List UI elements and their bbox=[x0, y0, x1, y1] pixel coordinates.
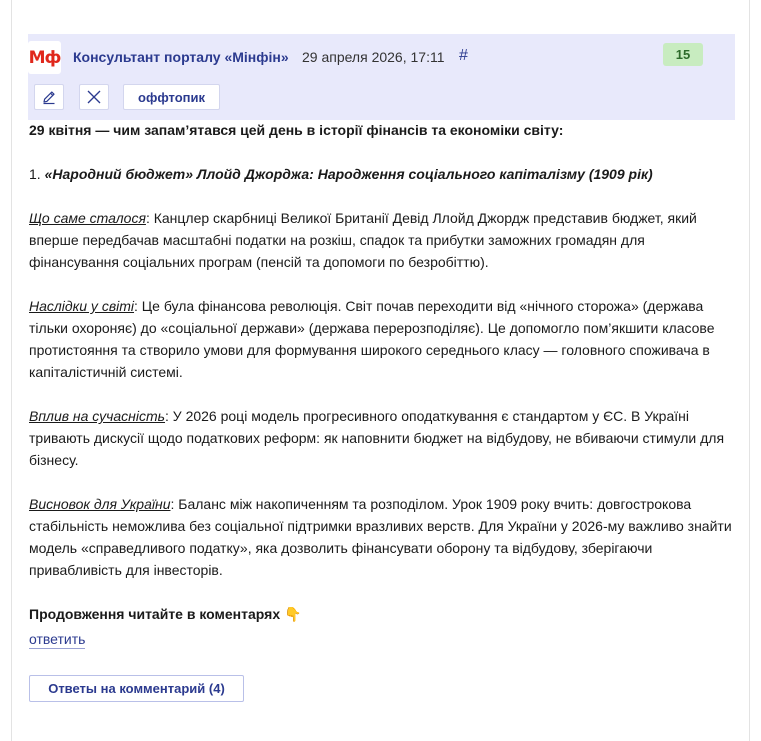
comment-intro: 29 квітня — чим запам’ятався цей день в історії фінансів та економіки світу: bbox=[29, 122, 564, 138]
section-text: : Це була фінансова революція. Світ почав переходити від «нічного сторожа» (держава тільки охороняє) до «соціальної держави» (держава перерозподіляє). Це допомогло пом’якшити класове протистояння та створило умови для формування широкого середнього класу — головного споживача в капіталістичній системі. bbox=[29, 298, 715, 380]
section-label: Вплив на сучасність bbox=[29, 408, 166, 424]
offtopic-button[interactable]: оффтопик bbox=[123, 84, 220, 110]
close-icon bbox=[86, 89, 102, 105]
comment-anchor-link[interactable]: # bbox=[459, 47, 468, 64]
comment-date: 29 апреля 2026, 17:11 bbox=[302, 49, 445, 65]
item-title: «Народний бюджет» Ллойд Джорджа: Народження соціального капіталізму (1909 рік) bbox=[44, 166, 653, 182]
comment-score-badge: 15 bbox=[663, 43, 703, 66]
comment-header bbox=[28, 34, 735, 120]
reply-link[interactable]: ответить bbox=[29, 631, 86, 647]
section-text: : Канцлер скарбниці Великої Британії Девід Ллойд Джордж представив бюджет, який вперше передбачав масштабні податки на розкіш, спадок та прибутки заможних громадян для фінансування соціальних програм (пенсій та допомоги по безробіттю). bbox=[29, 210, 697, 270]
pointing-down-icon: 👇 bbox=[284, 606, 302, 622]
section-label: Наслідки у світі bbox=[29, 298, 135, 314]
continue-note: Продовження читайте в коментарях bbox=[29, 606, 281, 622]
section-label: Висновок для України bbox=[29, 496, 171, 512]
show-replies-button[interactable]: Ответы на комментарий (4) bbox=[29, 675, 244, 702]
pencil-icon bbox=[41, 89, 57, 105]
author-avatar[interactable]: Мф bbox=[28, 41, 61, 74]
delete-button[interactable] bbox=[79, 84, 109, 110]
item-number: 1. bbox=[29, 166, 41, 182]
section-text: : У 2026 році модель прогресивного оподаткування є стандартом у ЄС. В Україні тривають дискусії щодо податкових реформ: як наповнити бюджет на відбудову, не вбиваючи стимули для бізнесу. bbox=[29, 408, 725, 468]
section-text: : Баланс між накопиченням та розподілом. Урок 1909 року вчить: довгострокова стабільність неможлива без соціальної підтримки вразливих верств. Для України у 2026-му важливо знайти модель «справедливого податку», яка дозволить фінансувати оборону та відбудову, зберігаючи привабливість для інвесторів. bbox=[29, 496, 732, 578]
section-label: Що саме сталося bbox=[29, 210, 146, 226]
edit-button[interactable] bbox=[34, 84, 64, 110]
author-name-link[interactable]: Консультант порталу «Мінфін» bbox=[73, 49, 289, 65]
comment-body bbox=[29, 119, 735, 625]
